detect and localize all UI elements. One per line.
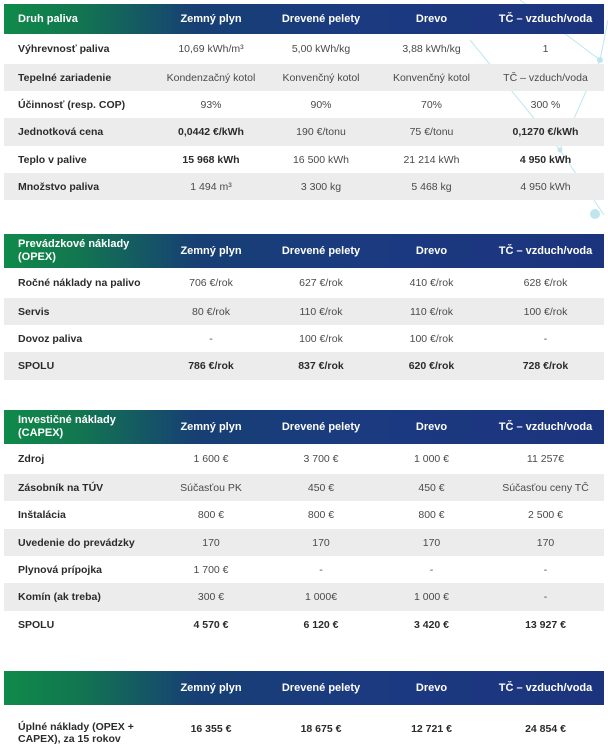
table-title: Investičné náklady (CAPEX) bbox=[18, 414, 116, 439]
cell: 4 570 € bbox=[193, 618, 229, 631]
cell: 450 € bbox=[266, 474, 376, 501]
column-header-heat-pump: TČ – vzduch/voda bbox=[498, 244, 593, 257]
cell: 170 bbox=[266, 529, 376, 556]
cell: 75 €/tonu bbox=[376, 118, 487, 146]
row-label: Úplné náklady (OPEX + CAPEX), za 15 rokov bbox=[18, 721, 134, 745]
column-header-pellets: Drevené pelety bbox=[281, 420, 361, 433]
column-header-wood: Drevo bbox=[415, 681, 448, 694]
cell: 12 721 € bbox=[411, 723, 452, 735]
cell: 190 €/tonu bbox=[266, 118, 376, 146]
table-title: Prevádzkové náklady (OPEX) bbox=[18, 238, 130, 263]
cell: 410 €/rok bbox=[409, 277, 454, 289]
cell: Kondenzačný kotol bbox=[156, 64, 266, 91]
table-row-total bbox=[4, 352, 604, 380]
opex-table bbox=[4, 234, 604, 380]
fuel-type-table bbox=[4, 4, 604, 200]
cell: 93% bbox=[200, 98, 222, 111]
table-row bbox=[4, 146, 604, 173]
cell: 800 € bbox=[197, 509, 225, 521]
cell: 21 214 kWh bbox=[403, 153, 460, 166]
cell: 70% bbox=[420, 98, 442, 111]
cell: 1 600 € bbox=[193, 453, 229, 465]
cell: 100 €/rok bbox=[409, 332, 454, 345]
column-header-pellets: Drevené pelety bbox=[281, 12, 361, 25]
column-header-gas: Zemný plyn bbox=[180, 244, 242, 257]
cell: 11 257€ bbox=[526, 453, 565, 465]
cell: 24 854 € bbox=[525, 723, 566, 735]
cell: 728 €/rok bbox=[487, 352, 604, 380]
cell: 10,69 kWh/m³ bbox=[178, 43, 244, 55]
cell: 16 355 € bbox=[190, 723, 232, 735]
table-title bbox=[4, 671, 156, 705]
cell: 628 €/rok bbox=[523, 277, 568, 289]
cell: 1 000 € bbox=[376, 583, 487, 611]
table-row bbox=[4, 474, 604, 501]
table-header-row bbox=[4, 4, 604, 34]
table-row bbox=[4, 501, 604, 529]
cell: 1 700 € bbox=[193, 563, 229, 576]
cell: 80 €/rok bbox=[156, 298, 266, 325]
cell: 5,00 kWh/kg bbox=[291, 43, 351, 55]
cell: 837 €/rok bbox=[266, 352, 376, 380]
table-row bbox=[4, 444, 604, 474]
cell: 0,0442 €/kWh bbox=[156, 118, 266, 146]
cell: 627 €/rok bbox=[299, 277, 343, 289]
table-row bbox=[4, 118, 604, 146]
cell: 300 € bbox=[156, 583, 266, 611]
cell: 5 468 kg bbox=[376, 173, 487, 200]
cell: 3,88 kWh/kg bbox=[402, 43, 461, 55]
cell: 800 € bbox=[307, 509, 335, 521]
column-header-heat-pump: TČ – vzduch/voda bbox=[498, 420, 593, 433]
table-row bbox=[4, 34, 604, 64]
cell: 2 500 € bbox=[527, 509, 564, 521]
cell: - bbox=[543, 332, 548, 345]
row-label: Zdroj bbox=[18, 453, 45, 465]
cell: 110 €/rok bbox=[376, 298, 487, 325]
cell: 1 000€ bbox=[266, 583, 376, 611]
cell: 15 968 kWh bbox=[182, 153, 240, 166]
cell: 170 bbox=[156, 529, 266, 556]
cell: 1 000 € bbox=[413, 453, 450, 465]
cell: 706 €/rok bbox=[189, 277, 233, 289]
row-label: Výhrevnosť paliva bbox=[18, 43, 110, 55]
column-header-gas: Zemný plyn bbox=[180, 681, 242, 694]
cell: 3 700 € bbox=[303, 453, 339, 465]
column-header-pellets: Drevené pelety bbox=[281, 681, 361, 694]
cell: Súčasťou ceny TČ bbox=[487, 474, 604, 501]
table-row bbox=[4, 529, 604, 556]
row-label: Servis bbox=[4, 298, 156, 325]
table-row-total bbox=[4, 705, 604, 753]
row-label: Jednotková cena bbox=[4, 118, 156, 146]
column-header-gas: Zemný plyn bbox=[180, 420, 242, 433]
row-label: Plynová prípojka bbox=[18, 563, 103, 576]
table-header-row bbox=[4, 671, 604, 705]
row-label: Tepelné zariadenie bbox=[4, 64, 156, 91]
table-header-row bbox=[4, 234, 604, 268]
row-label: Ročné náklady na palivo bbox=[18, 277, 141, 289]
row-label: Dovoz paliva bbox=[18, 332, 83, 345]
table-row bbox=[4, 268, 604, 298]
capex-table bbox=[4, 410, 604, 638]
row-label: SPOLU bbox=[18, 618, 55, 631]
cell: 16 500 kWh bbox=[292, 153, 350, 166]
table-row bbox=[4, 173, 604, 200]
cell: 6 120 € bbox=[303, 618, 339, 631]
column-header-gas: Zemný plyn bbox=[180, 12, 242, 25]
row-label: Komín (ak treba) bbox=[4, 583, 156, 611]
column-header-wood: Drevo bbox=[415, 420, 448, 433]
cell: Konvenčný kotol bbox=[266, 64, 376, 91]
cell: 3 300 kg bbox=[266, 173, 376, 200]
table-row bbox=[4, 64, 604, 91]
row-label: Teplo v palive bbox=[18, 153, 87, 166]
cell: 620 €/rok bbox=[376, 352, 487, 380]
cell: - bbox=[209, 332, 213, 345]
table-header-row bbox=[4, 410, 604, 444]
cell: 170 bbox=[376, 529, 487, 556]
row-label: Uvedenie do prevádzky bbox=[4, 529, 156, 556]
cell: 800 € bbox=[418, 509, 445, 521]
cell: - bbox=[487, 583, 604, 611]
cell: - bbox=[429, 563, 434, 576]
table-row bbox=[4, 325, 604, 352]
cell: 4 950 kWh bbox=[487, 173, 604, 200]
row-label: Množstvo paliva bbox=[4, 173, 156, 200]
table-row bbox=[4, 583, 604, 611]
cell: - bbox=[319, 563, 323, 576]
cell: 110 €/rok bbox=[266, 298, 376, 325]
row-label: Účinnosť (resp. COP) bbox=[18, 98, 126, 111]
cell: 13 927 € bbox=[525, 618, 566, 631]
table-row bbox=[4, 298, 604, 325]
column-header-wood: Drevo bbox=[415, 12, 448, 25]
table-row bbox=[4, 556, 604, 583]
cell: 18 675 € bbox=[300, 723, 342, 735]
row-label: SPOLU bbox=[4, 352, 156, 380]
cell: - bbox=[543, 563, 548, 576]
table-title: Druh paliva bbox=[18, 12, 78, 25]
table-row bbox=[4, 91, 604, 118]
cell: 786 €/rok bbox=[156, 352, 266, 380]
cell: 1 494 m³ bbox=[156, 173, 266, 200]
row-label: Inštalácia bbox=[18, 509, 66, 521]
table-row-total bbox=[4, 611, 604, 638]
cell: 0,1270 €/kWh bbox=[487, 118, 604, 146]
cell: 100 €/rok bbox=[487, 298, 604, 325]
cell: 3 420 € bbox=[413, 618, 450, 631]
cell: Konvenčný kotol bbox=[376, 64, 487, 91]
cell: 4 950 kWh bbox=[519, 153, 572, 166]
cell: Súčasťou PK bbox=[156, 474, 266, 501]
column-header-heat-pump: TČ – vzduch/voda bbox=[498, 12, 593, 25]
cell: 1 bbox=[542, 43, 549, 55]
total-cost-table bbox=[4, 671, 604, 753]
row-label: Zásobník na TÚV bbox=[4, 474, 156, 501]
column-header-wood: Drevo bbox=[415, 244, 448, 257]
cell: 450 € bbox=[376, 474, 487, 501]
column-header-pellets: Drevené pelety bbox=[281, 244, 361, 257]
cell: 100 €/rok bbox=[299, 332, 343, 345]
cell: TČ – vzduch/voda bbox=[487, 64, 604, 91]
cell: 170 bbox=[487, 529, 604, 556]
column-header-heat-pump: TČ – vzduch/voda bbox=[498, 681, 593, 694]
cell: 300 % bbox=[530, 98, 561, 111]
cell: 90% bbox=[310, 98, 332, 111]
